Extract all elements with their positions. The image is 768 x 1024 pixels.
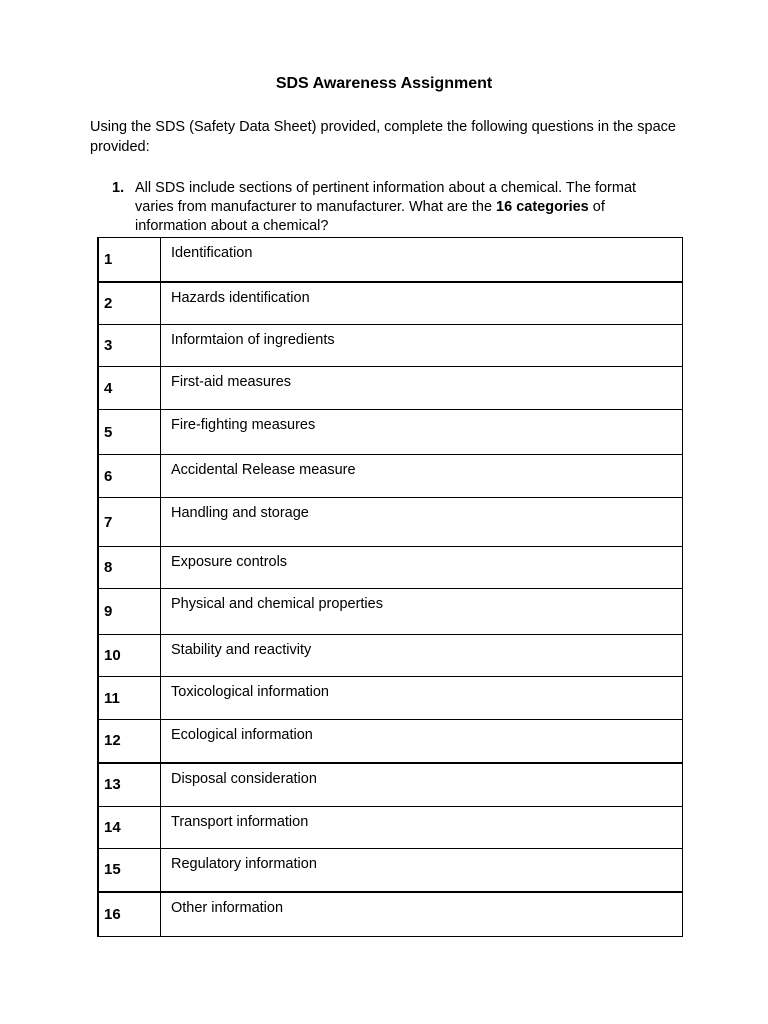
table-row bbox=[98, 498, 683, 547]
table-row bbox=[98, 677, 683, 720]
category-number: 7 bbox=[98, 498, 161, 547]
table-row bbox=[98, 807, 683, 849]
table-row bbox=[98, 547, 683, 589]
question-text-end: of information about a chemical? bbox=[135, 199, 605, 234]
category-number: 4 bbox=[98, 367, 161, 410]
category-number: 13 bbox=[98, 763, 161, 807]
category-name: Stability and reactivity bbox=[161, 635, 683, 677]
category-number: 1 bbox=[98, 238, 161, 282]
category-number: 15 bbox=[98, 849, 161, 892]
category-number: 9 bbox=[98, 589, 161, 635]
table-row bbox=[98, 367, 683, 410]
category-name: Other information bbox=[161, 892, 683, 937]
table-row bbox=[98, 849, 683, 892]
table-row bbox=[98, 763, 683, 807]
category-name: Hazards identification bbox=[161, 282, 683, 325]
category-name: Ecological information bbox=[161, 720, 683, 763]
category-name: Fire-fighting measures bbox=[161, 410, 683, 455]
category-number: 14 bbox=[98, 807, 161, 849]
table-row bbox=[98, 282, 683, 325]
table-row bbox=[98, 410, 683, 455]
category-name: First-aid measures bbox=[161, 367, 683, 410]
category-number: 3 bbox=[98, 325, 161, 367]
question-text-bold: 16 categories bbox=[496, 199, 589, 215]
table-row bbox=[98, 455, 683, 498]
category-name: Regulatory information bbox=[161, 849, 683, 892]
category-number: 16 bbox=[98, 892, 161, 937]
category-number: 8 bbox=[98, 547, 161, 589]
table-row bbox=[98, 720, 683, 763]
question-text bbox=[135, 179, 672, 236]
table-row bbox=[98, 325, 683, 367]
page-title: SDS Awareness Assignment bbox=[275, 75, 493, 92]
table-row bbox=[98, 589, 683, 635]
table-row bbox=[98, 635, 683, 677]
category-name: Handling and storage bbox=[161, 498, 683, 547]
intro-text: Using the SDS (Safety Data Sheet) provided, complete the following questions in the space provided: bbox=[90, 119, 676, 155]
categories-table bbox=[97, 237, 683, 937]
question-number: 1. bbox=[112, 180, 125, 196]
category-name: Disposal consideration bbox=[161, 763, 683, 807]
category-number: 12 bbox=[98, 720, 161, 763]
category-name: Toxicological information bbox=[161, 677, 683, 720]
category-number: 6 bbox=[98, 455, 161, 498]
question-text-start: All SDS include sections of pertinent information about a chemical. The format varies from manufacturer to manufacturer. What are the bbox=[135, 180, 637, 215]
question-1 bbox=[112, 179, 672, 236]
category-name: Exposure controls bbox=[161, 547, 683, 589]
category-name: Transport information bbox=[161, 807, 683, 849]
category-name: Identification bbox=[161, 238, 683, 282]
table-row bbox=[98, 892, 683, 937]
category-name: Physical and chemical properties bbox=[161, 589, 683, 635]
category-number: 10 bbox=[98, 635, 161, 677]
category-number: 2 bbox=[98, 282, 161, 325]
table-row bbox=[98, 238, 683, 282]
category-name: Accidental Release measure bbox=[161, 455, 683, 498]
category-name: Informtaion of ingredients bbox=[161, 325, 683, 367]
category-number: 5 bbox=[98, 410, 161, 455]
category-number: 11 bbox=[98, 677, 161, 720]
